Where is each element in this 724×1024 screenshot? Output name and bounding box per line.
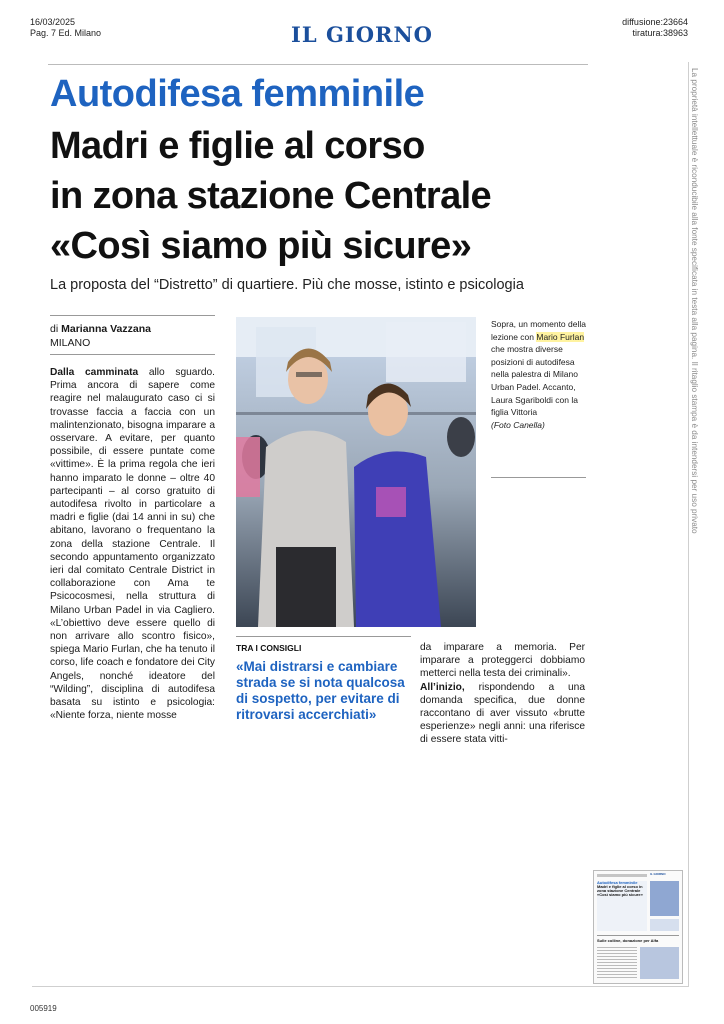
copyright-note <box>688 68 702 628</box>
caption-text-end: che mostra diverse posizioni di autodifesa nella palestra di Milano Urban Padel. Accanto, Laura Sgariboldi con la figlia Vittoria <box>491 344 578 418</box>
tips-rule <box>236 636 411 637</box>
print-run: tiratura:38963 <box>632 28 688 38</box>
author-name: Marianna Vazzana <box>61 323 151 335</box>
thumb-headline-2: Sulle colline, donazione per Alfa <box>597 939 659 943</box>
headline-line-1: Madri e figlie al corso <box>50 125 425 167</box>
footer-code: 005919 <box>30 1004 57 1013</box>
thumb-text-box <box>650 919 679 931</box>
circulation: diffusione:23664 <box>622 17 688 27</box>
tips-label: TRA I CONSIGLI <box>236 643 302 653</box>
photo-caption <box>491 318 586 431</box>
thumb-header-bar <box>597 874 647 877</box>
headline-line-3: «Così siamo più sicure» <box>50 225 472 267</box>
article-body-continued <box>420 641 585 747</box>
pull-quote: «Mai distrarsi e cambiare strada se si nota qualcosa di sospetto, per evitare di ritrovarsi accerchiati» <box>236 659 405 722</box>
col3-body: rispondendo a una domanda specifica, due donne raccontano di aver vissuto «brutte esperienze» negli anni: una riferisce di essere stata vitti- <box>420 681 585 746</box>
thumb-masthead: IL GIORNO <box>650 873 666 876</box>
caption-text-start: Sopra, un momento della lezione con <box>491 319 586 342</box>
dateline: MILANO <box>50 337 91 349</box>
page-edition: Pag. 7 Ed. Milano <box>30 28 102 38</box>
article-photo <box>236 317 476 627</box>
thumb-headline-block <box>597 881 647 931</box>
thumb-headline: Madri e figlie al corso in zona stazione Centrale «Così siamo più sicure» <box>597 884 643 898</box>
thumb-photo-2 <box>640 947 679 979</box>
caption-highlight: Mario Furlan <box>536 331 585 342</box>
body-lead: Dalla camminata <box>50 367 139 378</box>
col3-lead: All’inizio, <box>420 681 465 693</box>
byline-prefix: di <box>50 323 59 335</box>
article-kicker: Autodifesa femminile <box>50 73 425 115</box>
page-thumbnail <box>593 870 683 984</box>
col3-text: da imparare a memoria. Per imparare a proteggerci dobbiamo metterci nella testa dei criminali». <box>420 642 585 680</box>
issue-date: 16/03/2025 <box>30 17 76 27</box>
caption-rule <box>491 477 586 478</box>
masthead-logo: IL GIORNO <box>291 22 433 47</box>
byline-rule-top <box>50 315 215 316</box>
thumb-divider <box>597 935 679 936</box>
article-headline <box>50 121 610 271</box>
top-rule <box>48 64 588 65</box>
copyright-text: La proprietà intellettuale è riconducibile alla fonte specificata in testa alla pagina. Il ritaglio stampa è da intendersi per uso privato <box>690 68 699 534</box>
body-text: allo sguardo. Prima ancora di sapere come reagire nel malaugurato caso ci si trovasse faccia a faccia con un malintenzionato, bisogna imparare a osservare. A evitare, per quanto possibile, di essere puntate come «vittime». È la prima regola che ieri hanno imparato le donne – oltre 40 partecipanti – al corso gratuito di autodifesa rivolto in particolare a madri e figlie (dai 14 anni in su) che abitano, lavorano o frequentano la zona della stazione Centrale. Il secondo appuntamento organizzato ieri dal comitato Centrale District in collaborazione con Ama te Psicocosmesi, nella struttura di Milano Urban Padel in via Cagliero. «L’obiettivo deve essere quello di non arrivare allo scontro fisico», spiega Mario Furlan, che ha tenuto il corso, life coach e fondatore dei City Angels, nonché ideatore del “Wilding”, disciplina di autodifesa basata su istinto e psicologia: «Niente forza, niente mosse <box>50 367 215 722</box>
photo-credit: (Foto Canella) <box>491 419 545 430</box>
headline-line-2: in zona stazione Centrale <box>50 175 492 217</box>
thumb-photo <box>650 881 679 916</box>
byline <box>50 322 151 350</box>
byline-rule-bottom <box>50 354 215 355</box>
thumb-text-lines <box>597 947 637 979</box>
article-body <box>50 366 215 722</box>
thumb-kicker: Autodifesa femminile <box>597 881 638 885</box>
photo-illustration <box>236 317 476 627</box>
article-summary: La proposta del “Distretto” di quartiere. Più che mosse, istinto e psicologia <box>50 277 524 293</box>
